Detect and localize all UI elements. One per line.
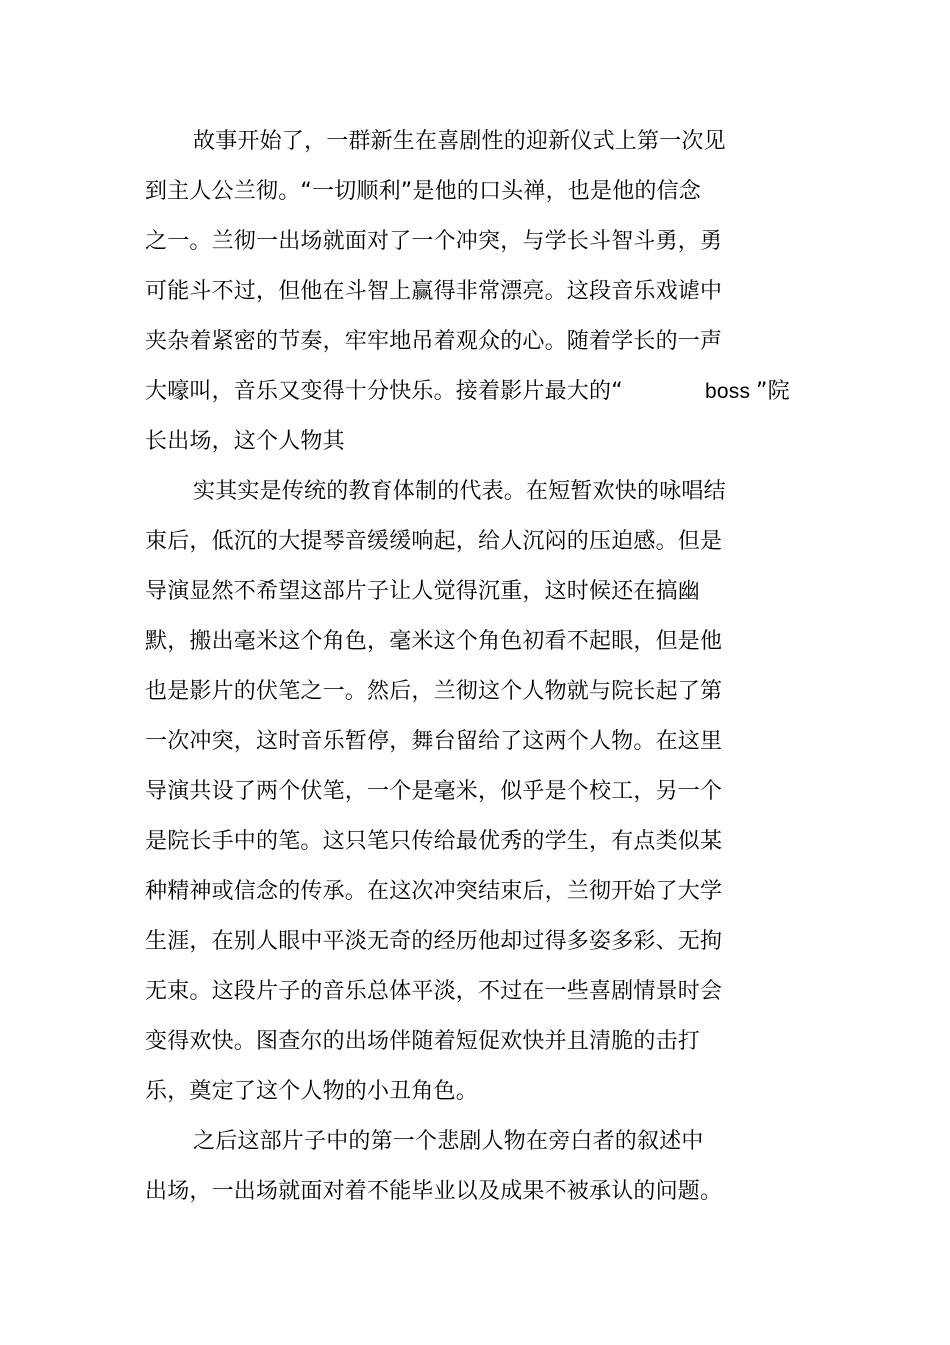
paragraph-2-line-3: 导演显然不希望这部片子让人觉得沉重，这时候还在搞幽 xyxy=(145,579,701,604)
paragraph-1-line-4: 可能斗不过，但他在斗智上赢得非常漂亮。这段音乐戏谑中 xyxy=(145,279,723,304)
paragraph-1-line-5: 夹杂着紧密的节奏，牢牢地吊着观众的心。随着学长的一声 xyxy=(145,329,723,354)
paragraph-1-line-6-start: 大嚎叫，音乐又变得十分快乐。接着影片最大的“ xyxy=(145,379,623,404)
paragraph-1-line-3: 之一。兰彻一出场就面对了一个冲突，与学长斗智斗勇，勇 xyxy=(145,229,723,254)
paragraph-2-line-4: 默，搬出毫米这个角色，毫米这个角色初看不起眼，但是他 xyxy=(145,629,723,654)
paragraph-2-line-10: 生涯，在别人眼中平淡无奇的经历他却过得多姿多彩、无拘 xyxy=(145,929,723,954)
paragraph-1-boss-word: boss xyxy=(705,380,751,403)
paragraph-1-line-6-end: ”院 xyxy=(756,379,790,404)
paragraph-2-line-1: 实其实是传统的教育体制的代表。在短暂欢快的咏唱结 xyxy=(193,479,726,504)
paragraph-2-line-5: 也是影片的伏笔之一。然后，兰彻这个人物就与院长起了第 xyxy=(145,679,723,704)
paragraph-1-line-2: 到主人公兰彻。“一切顺利”是他的口头禅，也是他的信念 xyxy=(145,179,701,204)
paragraph-2-line-7: 导演共设了两个伏笔，一个是毫米，似乎是个校工，另一个 xyxy=(145,779,723,804)
paragraph-2-line-6: 一次冲突，这时音乐暂停，舞台留给了这两个人物。在这里 xyxy=(145,729,723,754)
paragraph-1-line-7: 长出场，这个人物其 xyxy=(145,429,345,454)
paragraph-2-line-2: 束后，低沉的大提琴音缓缓响起，给人沉闷的压迫感。但是 xyxy=(145,529,723,554)
paragraph-2-line-8: 是院长手中的笔。这只笔只传给最优秀的学生，有点类似某 xyxy=(145,829,723,854)
paragraph-2-line-13: 乐，奠定了这个人物的小丑角色。 xyxy=(145,1079,479,1104)
paragraph-1-line-1: 故事开始了，一群新生在喜剧性的迎新仪式上第一次见 xyxy=(193,129,726,154)
paragraph-3-line-2: 出场，一出场就面对着不能毕业以及成果不被承认的问题。 xyxy=(145,1179,723,1204)
paragraph-2-line-12: 变得欢快。图查尔的出场伴随着短促欢快并且清脆的击打 xyxy=(145,1029,701,1054)
paragraph-2-line-11: 无束。这段片子的音乐总体平淡，不过在一些喜剧情景时会 xyxy=(145,979,723,1004)
paragraph-2-line-9: 种精神或信念的传承。在这次冲突结束后，兰彻开始了大学 xyxy=(145,879,723,904)
paragraph-3-line-1: 之后这部片子中的第一个悲剧人物在旁白者的叙述中 xyxy=(193,1129,704,1154)
